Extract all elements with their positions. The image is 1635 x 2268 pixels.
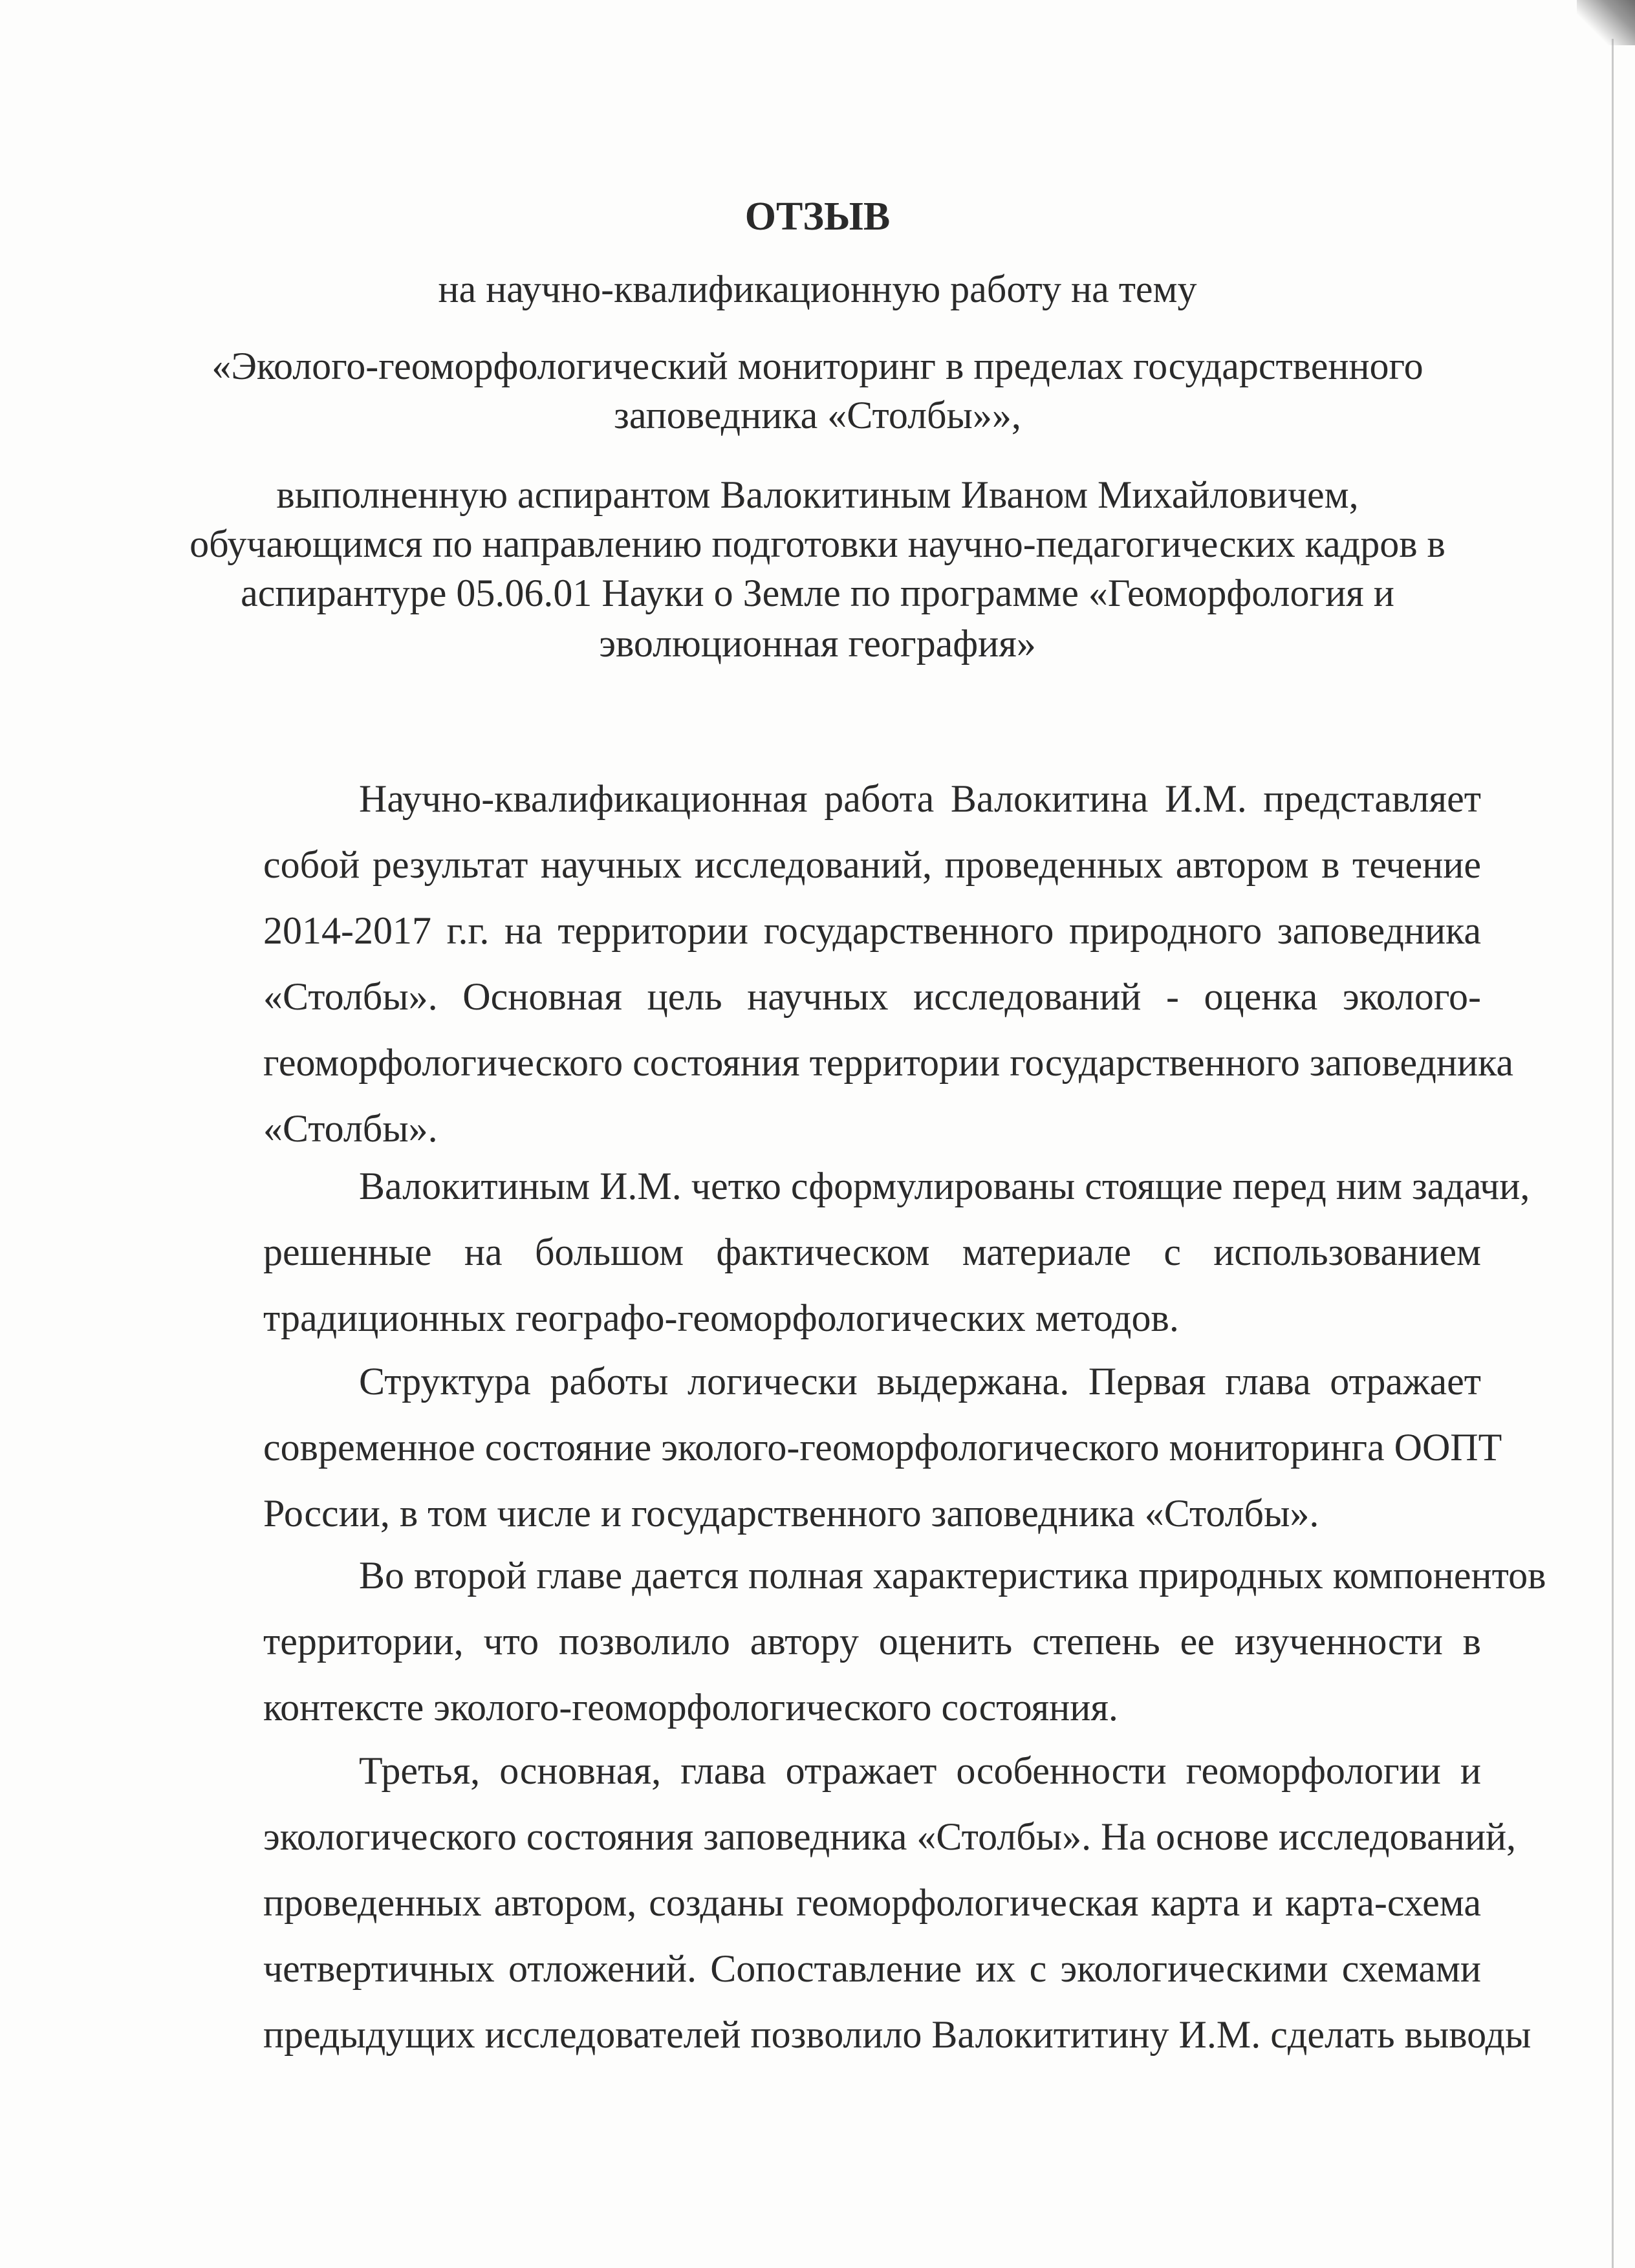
author-line-1: выполненную аспирантом Валокитиным Иваном Михайловичем, <box>276 473 1359 516</box>
paragraph-4 <box>263 1542 1546 1740</box>
text-line: собой результат научных исследований, проведенных автором в течение <box>263 843 1481 886</box>
text-line: Третья, основная, глава отражает особенности геоморфологии и <box>359 1749 1481 1792</box>
text-line: 2014-2017 г.г. на территории государственного природного заповедника <box>263 909 1481 952</box>
text-line: России, в том числе и государственного заповедника «Столбы». <box>263 1492 1319 1535</box>
text-line: предыдущих исследователей позволило Валокититину И.М. сделать выводы <box>263 2013 1532 2056</box>
text-line: решенные на большом фактическом материале с использованием <box>263 1231 1481 1273</box>
text-line: Валокитиным И.М. четко сформулированы стоящие перед ним задачи, <box>359 1165 1530 1207</box>
text-line: Во второй главе дается полная характеристика природных компонентов <box>359 1554 1546 1597</box>
text-line: «Столбы». <box>263 1107 438 1150</box>
topic-line-1: «Эколого-геоморфологический мониторинг в пределах государственного <box>211 345 1424 387</box>
text-line: контексте эколого-геоморфологического состояния. <box>263 1686 1118 1729</box>
text-line: территории, что позволило автору оценить степень ее изученности в <box>263 1620 1481 1663</box>
paragraph-5 <box>263 1738 1532 2068</box>
author-line-4: эволюционная география» <box>599 622 1036 665</box>
document-title: ОТЗЫВ <box>744 195 891 239</box>
scan-corner-shadow <box>1577 0 1635 45</box>
text-line: Научно-квалификационная работа Валокитина И.М. представляет <box>359 777 1481 820</box>
topic-line-2: заповедника «Столбы»», <box>614 394 1021 437</box>
text-line: традиционных географо-геоморфологических методов. <box>263 1297 1179 1339</box>
paragraph-1 <box>263 766 1513 1161</box>
paragraph-2 <box>263 1153 1530 1351</box>
text-line: проведенных автором, созданы геоморфологическая карта и карта-схема <box>263 1881 1481 1924</box>
document-subtitle: на научно-квалификационную работу на тему <box>438 268 1197 310</box>
paragraph-3 <box>263 1348 1502 1546</box>
text-line: Структура работы логически выдержана. Первая глава отражает <box>359 1360 1481 1403</box>
text-line: четвертичных отложений. Сопоставление их с экологическими схемами <box>263 1947 1481 1990</box>
text-line: экологического состояния заповедника «Столбы». На основе исследований, <box>263 1815 1517 1858</box>
text-line: «Столбы». Основная цель научных исследований - оценка эколого- <box>263 975 1481 1018</box>
text-line: современное состояние эколого-геоморфологического мониторинга ООПТ <box>263 1426 1502 1469</box>
author-line-2: обучающимся по направлению подготовки научно-педагогических кадров в <box>189 523 1446 565</box>
author-line-3: аспирантуре 05.06.01 Науки о Земле по программе «Геоморфология и <box>241 572 1394 614</box>
text-line: геоморфологического состояния территории государственного заповедника <box>263 1041 1513 1084</box>
